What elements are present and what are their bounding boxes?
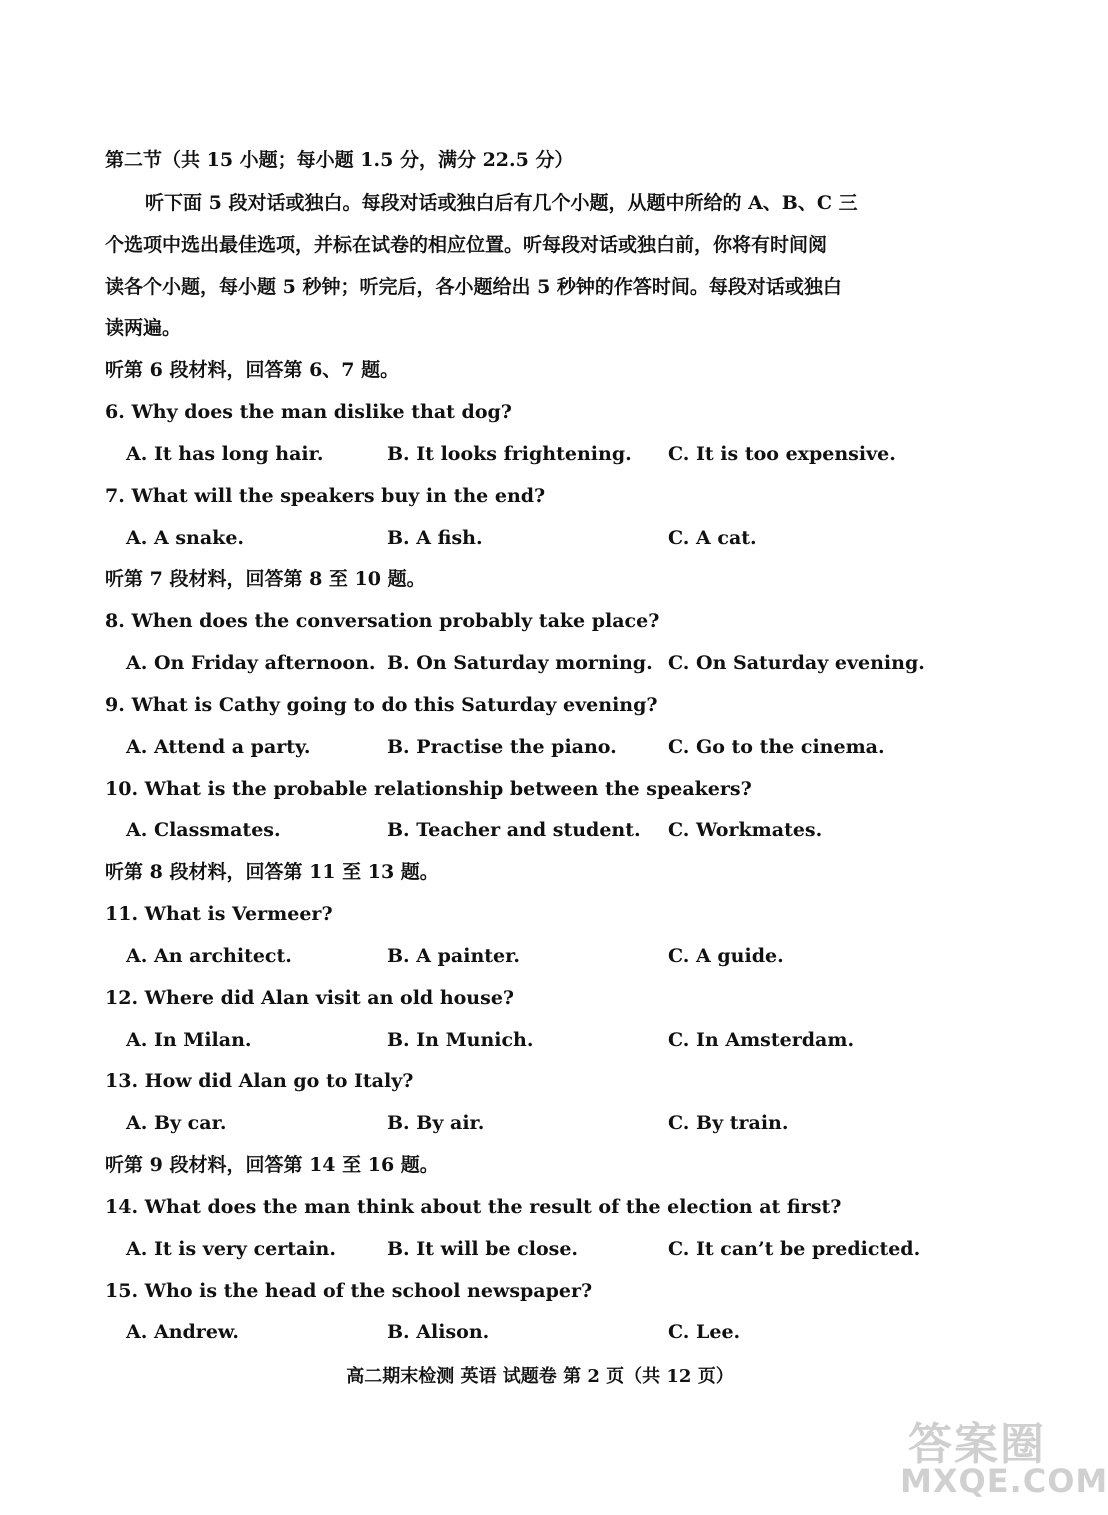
question-13-options [0,1110,1080,1136]
question-13-stem: 13. How did Alan go to Italy? [105,1070,414,1092]
question-15-stem: 15. Who is the head of the school newspaper? [105,1280,593,1302]
question-8-stem: 8. When does the conversation probably take place? [105,610,660,632]
question-10-option-c[interactable]: C. Workmates. [668,819,823,841]
question-12-option-b[interactable]: B. In Munich. [387,1029,534,1051]
question-8-options [0,650,1080,676]
question-9-option-b[interactable]: B. Practise the piano. [387,736,617,758]
question-6-option-c[interactable]: C. It is too expensive. [668,443,896,465]
instructions-line-3: 读各个小题，每小题 5 秒钟；听完后，各小题给出 5 秒钟的作答时间。每段对话或独白 [105,276,842,298]
question-13-option-c[interactable]: C. By train. [668,1112,789,1134]
question-14-stem: 14. What does the man think about the result of the election at first? [105,1196,842,1218]
question-11-option-a[interactable]: A. An architect. [126,945,292,967]
question-7-option-b[interactable]: B. A fish. [387,527,483,549]
instructions-line-2: 个选项中选出最佳选项，并标在试卷的相应位置。听每段对话或独白前，你将有时间阅 [105,234,828,256]
question-10-option-b[interactable]: B. Teacher and student. [387,819,641,841]
question-14-option-c[interactable]: C. It can’t be predicted. [668,1238,921,1260]
question-9-option-a[interactable]: A. Attend a party. [126,736,311,758]
material-8-heading: 听第 8 段材料，回答第 11 至 13 题。 [105,861,439,883]
material-7-heading: 听第 7 段材料，回答第 8 至 10 题。 [105,568,426,590]
question-8-option-a[interactable]: A. On Friday afternoon. [126,652,376,674]
question-11-option-b[interactable]: B. A painter. [387,945,521,967]
question-8-option-b[interactable]: B. On Saturday morning. [387,652,653,674]
question-6-option-b[interactable]: B. It looks frightening. [387,443,632,465]
question-14-option-a[interactable]: A. It is very certain. [126,1238,336,1260]
question-11-options [0,943,1080,969]
question-9-option-c[interactable]: C. Go to the cinema. [668,736,885,758]
question-6-option-a[interactable]: A. It has long hair. [126,443,324,465]
question-6-stem: 6. Why does the man dislike that dog? [105,401,512,423]
question-13-option-b[interactable]: B. By air. [387,1112,485,1134]
page-footer: 高二期末检测 英语 试题卷 第 2 页（共 12 页） [346,1366,734,1387]
question-10-option-a[interactable]: A. Classmates. [126,819,281,841]
material-6-heading: 听第 6 段材料，回答第 6、7 题。 [105,359,400,381]
question-15-option-b[interactable]: B. Alison. [387,1321,490,1343]
question-11-stem: 11. What is Vermeer? [105,903,333,925]
question-14-option-b[interactable]: B. It will be close. [387,1238,579,1260]
question-7-option-c[interactable]: C. A cat. [668,527,757,549]
question-6-options [0,441,1080,467]
question-7-option-a[interactable]: A. A snake. [126,527,245,549]
question-13-option-a[interactable]: A. By car. [126,1112,227,1134]
watermark-domain-text: MXQE.COM [900,1462,1108,1500]
material-9-heading: 听第 9 段材料，回答第 14 至 16 题。 [105,1154,439,1176]
question-12-option-a[interactable]: A. In Milan. [126,1029,252,1051]
question-8-option-c[interactable]: C. On Saturday evening. [668,652,925,674]
question-9-options [0,734,1080,760]
question-14-options [0,1236,1080,1262]
question-9-stem: 9. What is Cathy going to do this Saturday evening? [105,694,658,716]
question-12-options [0,1027,1080,1053]
question-15-options [0,1319,1080,1345]
question-10-options [0,817,1080,843]
question-11-option-c[interactable]: C. A guide. [668,945,784,967]
question-7-stem: 7. What will the speakers buy in the end? [105,485,546,507]
instructions-line-1: 听下面 5 段对话或独白。每段对话或独白后有几个小题，从题中所给的 A、B、C 三 [145,192,858,214]
question-15-option-c[interactable]: C. Lee. [668,1321,741,1343]
watermark-logo-text: 答案圈 [908,1419,1046,1470]
question-10-stem: 10. What is the probable relationship between the speakers? [105,778,752,800]
question-15-option-a[interactable]: A. Andrew. [126,1321,239,1343]
question-7-options [0,525,1080,551]
instructions-line-4: 读两遍。 [105,317,182,339]
section-heading: 第二节（共 15 小题；每小题 1.5 分，满分 22.5 分） [105,149,574,171]
question-12-option-c[interactable]: C. In Amsterdam. [668,1029,855,1051]
question-12-stem: 12. Where did Alan visit an old house? [105,987,515,1009]
site-watermark [900,1408,1108,1508]
